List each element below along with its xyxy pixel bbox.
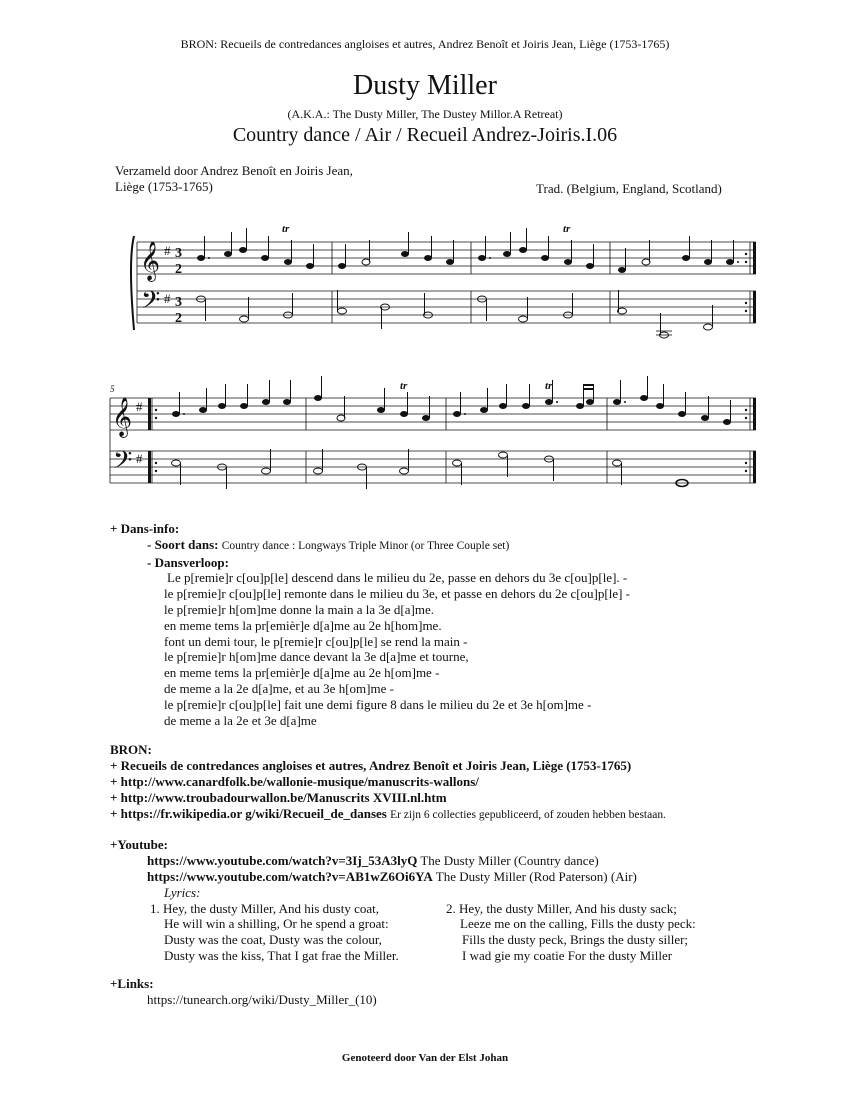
- aka-line: (A.K.A.: The Dusty Miller, The Dustey Millor.A Retreat): [287, 107, 563, 121]
- tune-title: Dusty Miller: [353, 70, 497, 101]
- svg-text:#: #: [164, 243, 171, 258]
- lyrics-label: Lyrics:: [164, 884, 201, 900]
- verse-2: [446, 901, 766, 964]
- sheet-music: [0, 0, 850, 500]
- source-link[interactable]: + http://www.troubadourwallon.be/Manuscrits XVIII.nl.htm: [110, 789, 447, 805]
- sources-heading: BRON:: [110, 742, 152, 758]
- time-sig-bottom-num: 3: [175, 295, 182, 310]
- footer-credit: Genoteerd door Van der Elst Johan: [341, 1052, 509, 1064]
- source-note: Er zijn 6 collecties gepubliceerd, of zouden hebben bestaan.: [390, 808, 666, 821]
- source-link[interactable]: + https://fr.wikipedia.or g/wiki/Recueil_de_danses: [110, 805, 387, 821]
- dance-line: le p[remie]r h[om]me donne la main a la 3e d[a]me.: [164, 601, 434, 617]
- trill-mark-3: tr: [400, 380, 408, 392]
- dance-line: le p[remie]r c[ou]p[le] remonte dans le milieu du 3e, et passe en dehors du 2e c[ou]p[le] -: [164, 586, 631, 602]
- tunearch-link[interactable]: https://tunearch.org/wiki/Dusty_Miller_(10): [147, 991, 377, 1007]
- trill-mark-4: tr: [545, 380, 553, 392]
- info-section: [110, 521, 810, 1007]
- youtube-desc-1: The Dusty Miller (Country dance): [420, 853, 599, 869]
- lyric-line: Fills the dusty peck, Brings the dusty siller;: [462, 932, 689, 948]
- dance-line: en meme tems la pr[emièr]e d[a]me au 2e h[om]me -: [164, 665, 440, 681]
- dance-line: de meme a la 2e et 3e d[a]me: [164, 712, 317, 728]
- time-sig-top-num: 3: [175, 246, 182, 261]
- youtube-desc-2: The Dusty Miller (Rod Paterson) (Air): [435, 868, 637, 884]
- svg-text:𝄢: 𝄢: [141, 286, 161, 321]
- verse-1: [150, 901, 446, 964]
- time-sig-bottom-den: 2: [175, 311, 182, 326]
- lyric-line: Dusty was the kiss, That I gat frae the Miller.: [164, 947, 399, 963]
- lyric-line: I wad gie my coatie For the dusty Miller: [462, 947, 673, 963]
- dance-type-value: Country dance : Longways Triple Minor (or Three Couple set): [221, 539, 510, 552]
- collected-line-1: Verzameld door Andrez Benoît en Joiris Jean,: [115, 163, 353, 178]
- notes-system-1-bass: [197, 290, 714, 338]
- measure-number: 5: [110, 384, 115, 394]
- source-header: BRON: Recueils de contredances angloises et autres, Andrez Benoît et Joiris Jean, Liège (1753-1765): [180, 37, 670, 51]
- trill-mark-1: tr: [282, 223, 290, 235]
- links-heading: +Links:: [110, 975, 154, 991]
- composer: Trad. (Belgium, England, Scotland): [536, 181, 722, 196]
- dance-line: de meme a la 2e d[a]me, et au 3e h[om]me -: [164, 680, 394, 696]
- system-2-staves: [110, 398, 756, 483]
- dance-course-label: - Dansverloop:: [147, 554, 229, 570]
- svg-text:#: #: [136, 451, 143, 466]
- svg-text:#: #: [136, 399, 143, 414]
- svg-text:#: #: [164, 291, 171, 306]
- youtube-heading: +Youtube:: [110, 837, 168, 853]
- youtube-link-2[interactable]: https://www.youtube.com/watch?v=AB1wZ6Oi6YA: [147, 868, 433, 884]
- dance-line: le p[remie]r c[ou]p[le] fait une demi figure 8 dans le milieu du 2e et 3e h[om]me -: [164, 696, 592, 712]
- dance-line: en meme tems la pr[emièr]e d[a]me au 2e h[hom]me.: [164, 617, 442, 633]
- source-item: + Recueils de contredances angloises et autres, Andrez Benoît et Joiris Jean, Liège (1753-1765): [110, 758, 632, 774]
- lyrics: [110, 901, 810, 964]
- tune-subtitle: Country dance / Air / Recueil Andrez-Joiris.I.06: [232, 124, 618, 146]
- source-link[interactable]: + http://www.canardfolk.be/wallonie-musique/manuscrits-wallons/: [110, 773, 479, 789]
- notes-system-2-treble: [172, 376, 731, 425]
- lyric-line: 1. Hey, the dusty Miller, And his dusty coat,: [150, 900, 380, 916]
- youtube-link-1[interactable]: https://www.youtube.com/watch?v=3Ij_53A3lyQ: [147, 853, 418, 869]
- dance-line: le p[remie]r h[om]me dance devant la 3e d[a]me et tourne,: [164, 649, 469, 665]
- svg-text:𝄢: 𝄢: [113, 446, 133, 481]
- dance-type-label: - Soort dans:: [147, 536, 219, 552]
- dance-line: font un demi tour, le p[remie]r c[ou]p[le] se rend la main -: [164, 633, 468, 649]
- lyric-line: 2. Hey, the dusty Miller, And his dusty sack;: [446, 900, 677, 916]
- dance-heading: + Dans-info:: [110, 521, 180, 536]
- svg-text:𝄞: 𝄞: [112, 397, 133, 437]
- svg-text:𝄞: 𝄞: [140, 241, 161, 281]
- trill-mark-2: tr: [563, 223, 571, 235]
- dance-line: Le p[remie]r c[ou]p[le] descend dans le milieu du 2e, passe en dehors du 3e c[ou]p[le]. -: [167, 570, 628, 586]
- lyric-line: Leeze me on the calling, Fills the dusty peck:: [460, 916, 696, 932]
- time-sig-top-den: 2: [175, 262, 182, 277]
- collected-line-2: Liège (1753-1765): [115, 179, 213, 194]
- lyric-line: He will win a shilling, Or he spend a groat:: [164, 916, 389, 932]
- lyric-line: Dusty was the coat, Dusty was the colour,: [164, 932, 382, 948]
